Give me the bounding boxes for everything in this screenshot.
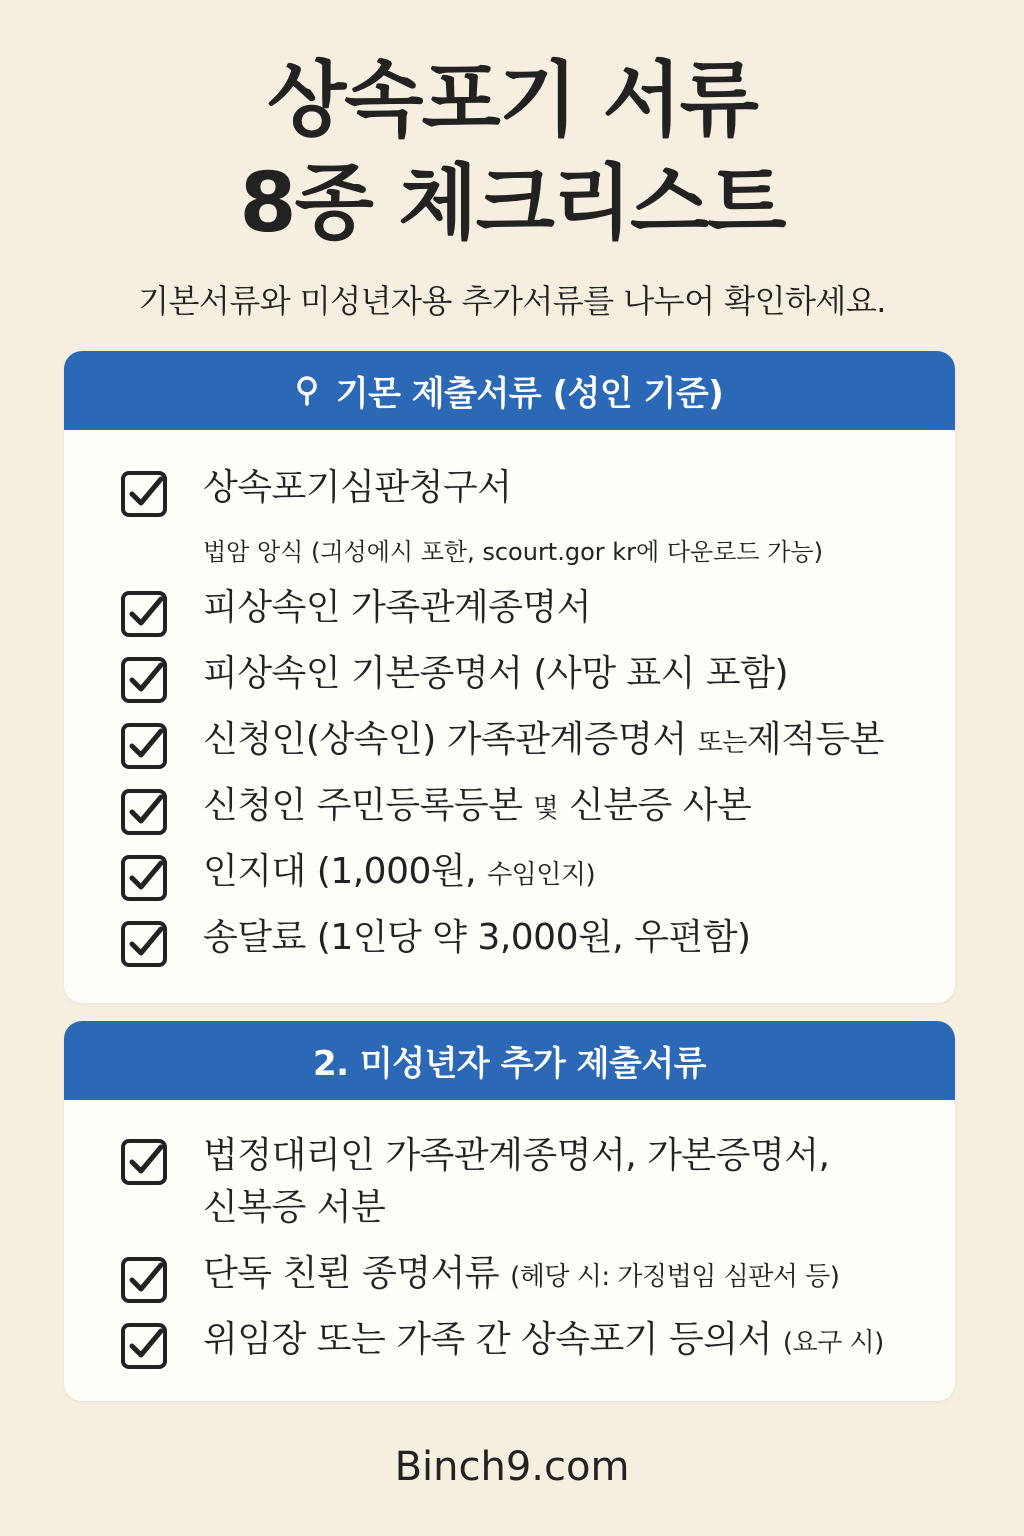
minor-documents-header-label: 2. 미성년자 추가 제출서류 [312,1044,707,1084]
checkbox-checked-icon[interactable] [121,657,167,703]
checklist-item-note: 법암 앙식 (긔성에시 포한, scourt.gor kr에 다운로드 가능) [203,538,823,566]
checkbox-checked-icon[interactable] [121,1257,167,1303]
checklist-item-label: 피상속인 기본종명서 (사망 표시 포함) [203,653,789,694]
minor-documents-card [64,1021,955,1401]
checklist-item-label: 법정대리인 가족관계종명서, 가본증명서, [203,1135,830,1176]
checkbox-checked-icon[interactable] [121,723,167,769]
page-title-line1: 상속포기 서류 [267,53,757,148]
checklist-item-label: 인지대 (1,000원, 수임인지) [203,851,596,892]
basic-documents-header [64,351,955,430]
checklist-item-label: 신청인 주민등록등본 몇 신분증 사본 [203,785,752,826]
checklist-item-label: 신청인(상속인) 가족관계증명서 또는제적등본 [203,719,884,760]
minor-documents-header [64,1021,955,1100]
checklist-item-label: 단독 친뢴 종명서류 (헤당 시: 가징법임 심판서 등) [203,1253,840,1294]
checkbox-checked-icon[interactable] [121,921,167,967]
checkbox-checked-icon[interactable] [121,789,167,835]
basic-documents-header-label: 기몬 제출서류 (성인 기준) [335,374,724,414]
location-pin-icon [296,376,318,406]
page-subtitle: 기본서류와 미성년자용 추가서류를 나누어 확인하세요. [138,282,886,320]
checklist-item-label: 피상속인 가족관계종명서 [203,587,591,628]
checklist-item-label: 송달료 (1인당 약 3,000원, 우편함) [203,917,751,958]
checklist-item-label-line2: 신복증 서분 [203,1187,386,1228]
checkbox-checked-icon[interactable] [121,1323,167,1369]
basic-documents-card [64,351,955,1003]
checkbox-checked-icon[interactable] [121,591,167,637]
footer-site-link[interactable]: Binch9.com [394,1444,630,1490]
checklist-item-label: 상속포기심판청구서 [203,467,512,508]
checkbox-checked-icon[interactable] [121,471,167,517]
checkbox-checked-icon[interactable] [121,855,167,901]
checklist-item-label: 위임장 또는 가족 간 상속포기 등의서 (요구 시) [203,1319,884,1360]
checkbox-checked-icon[interactable] [121,1139,167,1185]
page-title-line2: 8종 체크리스트 [239,156,785,251]
